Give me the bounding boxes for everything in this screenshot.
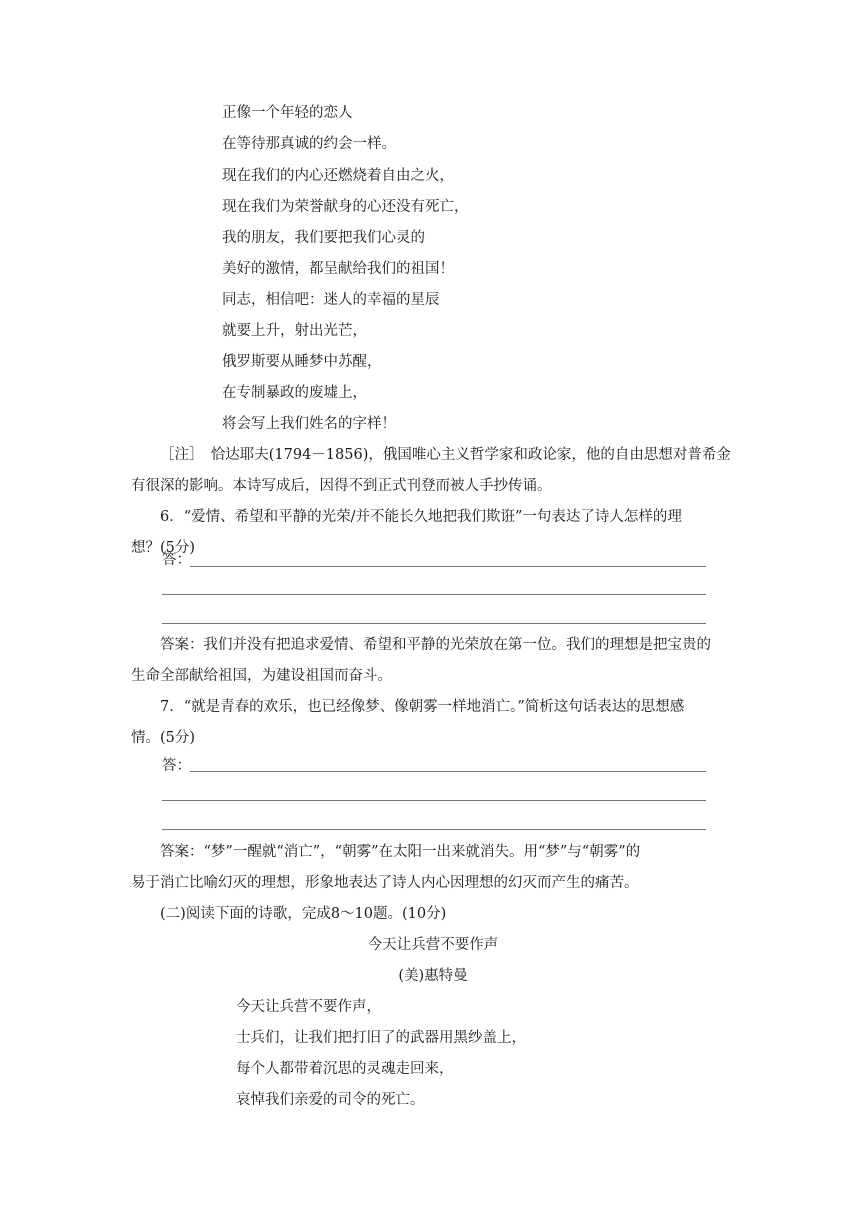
answer-blank-line[interactable] — [162, 829, 706, 830]
answer-blank-line[interactable] — [162, 594, 706, 595]
poem-line: 现在我们的内心还燃烧着自由之火， — [222, 168, 454, 184]
poem-line: 哀悼我们亲爱的司令的死亡。 — [236, 1092, 425, 1108]
answer-label: 答： — [162, 758, 191, 774]
poem-line: 美好的激情，都呈献给我们的祖国！ — [222, 261, 454, 277]
note-line: ［注］ 恰达耶夫(1794－1856)，俄国唯心主义哲学家和政论家，他的自由思想对普希金 — [160, 447, 731, 463]
answer-blank-line[interactable] — [162, 800, 706, 801]
question-6-text: 6．“爱情、希望和平静的光荣/并不能长久地把我们欺诳”一句表达了诗人怎样的理 — [160, 509, 682, 525]
answer-label: 答： — [162, 552, 191, 568]
answer-blank-line[interactable] — [190, 566, 706, 567]
answer-7-text: 答案：“梦”一醒就“消亡”，“朝雾”在太阳一出来就消失。用“梦”与“朝雾”的 — [160, 844, 641, 860]
poem-line: 我的朋友，我们要把我们心灵的 — [222, 230, 425, 246]
answer-7-text: 易于消亡比喻幻灭的理想，形象地表达了诗人内心因理想的幻灭而产生的痛苦。 — [131, 875, 639, 891]
poem-line: 正像一个年轻的恋人 — [222, 105, 353, 121]
poem-author: (美)惠特曼 — [398, 968, 468, 984]
answer-6-text: 答案：我们并没有把追求爱情、希望和平静的光荣放在第一位。我们的理想是把宝贵的 — [160, 637, 711, 653]
question-7-text: 情。(5分) — [131, 730, 196, 746]
note-line: 有很深的影响。本诗写成后，因得不到正式刊登而被人手抄传诵。 — [131, 478, 552, 494]
question-7-text: 7．“就是青春的欢乐，也已经像梦、像朝雾一样地消亡。”简析这句话表达的思想感 — [160, 699, 685, 715]
poem-title: 今天让兵营不要作声 — [367, 937, 499, 953]
poem-line: 就要上升，射出光芒， — [222, 323, 367, 339]
poem-line: 在专制暴政的废墟上， — [222, 385, 367, 401]
poem-line: 每个人都带着沉思的灵魂走回来， — [236, 1061, 454, 1077]
answer-blank-line[interactable] — [190, 771, 706, 772]
poem-line: 现在我们为荣誉献身的心还没有死亡， — [222, 199, 469, 215]
answer-blank-line[interactable] — [162, 623, 706, 624]
answer-6-text: 生命全部献给祖国，为建设祖国而奋斗。 — [131, 668, 392, 684]
poem-line: 今天让兵营不要作声， — [236, 999, 381, 1015]
poem-line: 在等待那真诚的约会一样。 — [222, 136, 396, 152]
section-heading: (二)阅读下面的诗歌，完成8～10题。(10分) — [160, 906, 447, 922]
poem-line: 同志，相信吧：迷人的幸福的星辰 — [222, 292, 440, 308]
question-6-text: 想？(5分) — [131, 540, 196, 556]
poem-line: 士兵们，让我们把打旧了的武器用黑纱盖上， — [236, 1030, 526, 1046]
poem-line: 俄罗斯要从睡梦中苏醒， — [222, 354, 382, 370]
poem-line: 将会写上我们姓名的字样！ — [222, 416, 396, 432]
